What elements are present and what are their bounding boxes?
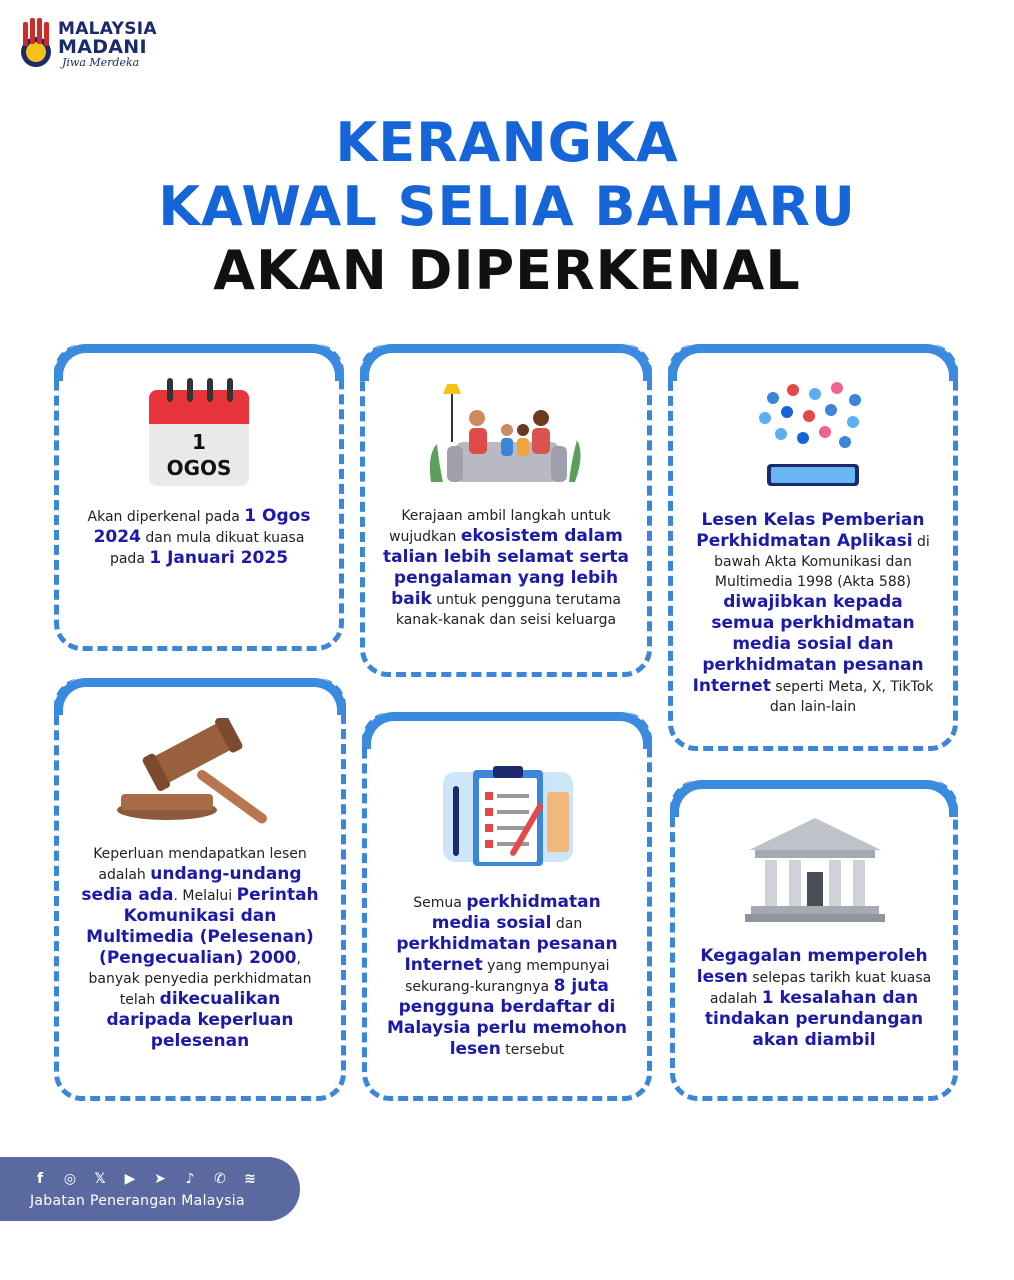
whatsapp-icon[interactable]: ✆	[214, 1171, 226, 1187]
footer-bar	[0, 1157, 300, 1221]
social-media-phone-illustration	[753, 382, 873, 492]
youtube-icon[interactable]: ▶	[124, 1171, 136, 1187]
title-line1: KERANGKA	[335, 111, 679, 174]
logo-tagline: Jiwa Merdeka	[62, 56, 140, 69]
telegram-icon[interactable]: ➤	[154, 1171, 166, 1187]
malaysia-madani-logo	[18, 14, 168, 74]
family-sofa-illustration	[425, 384, 587, 494]
facebook-icon[interactable]: f	[36, 1171, 44, 1187]
card-existing-law	[54, 678, 346, 1101]
madani-hand-icon	[18, 16, 54, 70]
title-line2: KAWAL SELIA BAHARU	[158, 175, 856, 238]
card-ecosystem-text: Kerajaan ambil langkah untuk wujudkan ekosistem dalam talian lebih selamat serta pengalaman yang lebih baik untuk pengguna terutama kanak-kanak dan seisi keluarga	[383, 508, 629, 628]
card-existing-law-text: Keperluan mendapatkan lesen adalah undang-undang sedia ada. Melalui Perintah Komunikasi dan Multimedia (Pelesenan) (Pengecualian) 2000, banyak penyedia perkhidmatan telah dikecualikan daripada keperluan pelesenan	[81, 846, 319, 1051]
tiktok-icon[interactable]: ♪	[185, 1171, 195, 1187]
card-eight-million	[362, 712, 652, 1101]
card-license-text: Lesen Kelas Pemberian Perkhidmatan Aplikasi di bawah Akta Komunikasi dan Multimedia 1998 (Akta 588) diwajibkan kepada semua perkhidmatan media sosial dan perkhidmatan pesanan Internet seperti Meta, X, TikTok dan lain-lain	[692, 510, 934, 715]
footer-org-name: Jabatan Penerangan Malaysia	[30, 1193, 245, 1209]
card-launch-text: Akan diperkenal pada 1 Ogos 2024 dan mula dikuat kuasa pada 1 Januari 2025	[87, 506, 311, 568]
card-eight-million-text: Semua perkhidmatan media sosial dan perkhidmatan pesanan Internet yang mempunyai sekurang-kurangnya 8 juta pengguna berdaftar di Malaysia perlu memohon lesen tersebut	[386, 892, 628, 1059]
gavel-icon	[115, 718, 289, 828]
logo-line1: MALAYSIA	[58, 19, 157, 39]
card-safer-ecosystem	[360, 344, 652, 677]
calendar-day: 1	[192, 430, 206, 454]
logo-line2: MADANI	[58, 36, 147, 58]
spotify-icon[interactable]: ≋	[244, 1171, 256, 1187]
social-icons	[30, 1169, 260, 1189]
card-penalty-text: Kegagalan memperoleh lesen selepas tarikh kuat kuasa adalah 1 kesalahan dan tindakan perundangan akan diambil	[696, 946, 932, 1050]
calendar-month: OGOS	[166, 456, 232, 480]
card-penalty	[670, 780, 958, 1101]
x-icon[interactable]: 𝕏	[94, 1171, 106, 1187]
calendar-icon	[147, 376, 251, 488]
card-launch-date	[54, 344, 344, 651]
instagram-icon[interactable]: ◎	[63, 1171, 77, 1187]
title-line3: AKAN DIPERKENAL	[213, 239, 801, 302]
government-building-icon	[745, 814, 885, 924]
card-license-class	[668, 344, 958, 751]
checklist-clipboard-illustration	[443, 762, 573, 872]
